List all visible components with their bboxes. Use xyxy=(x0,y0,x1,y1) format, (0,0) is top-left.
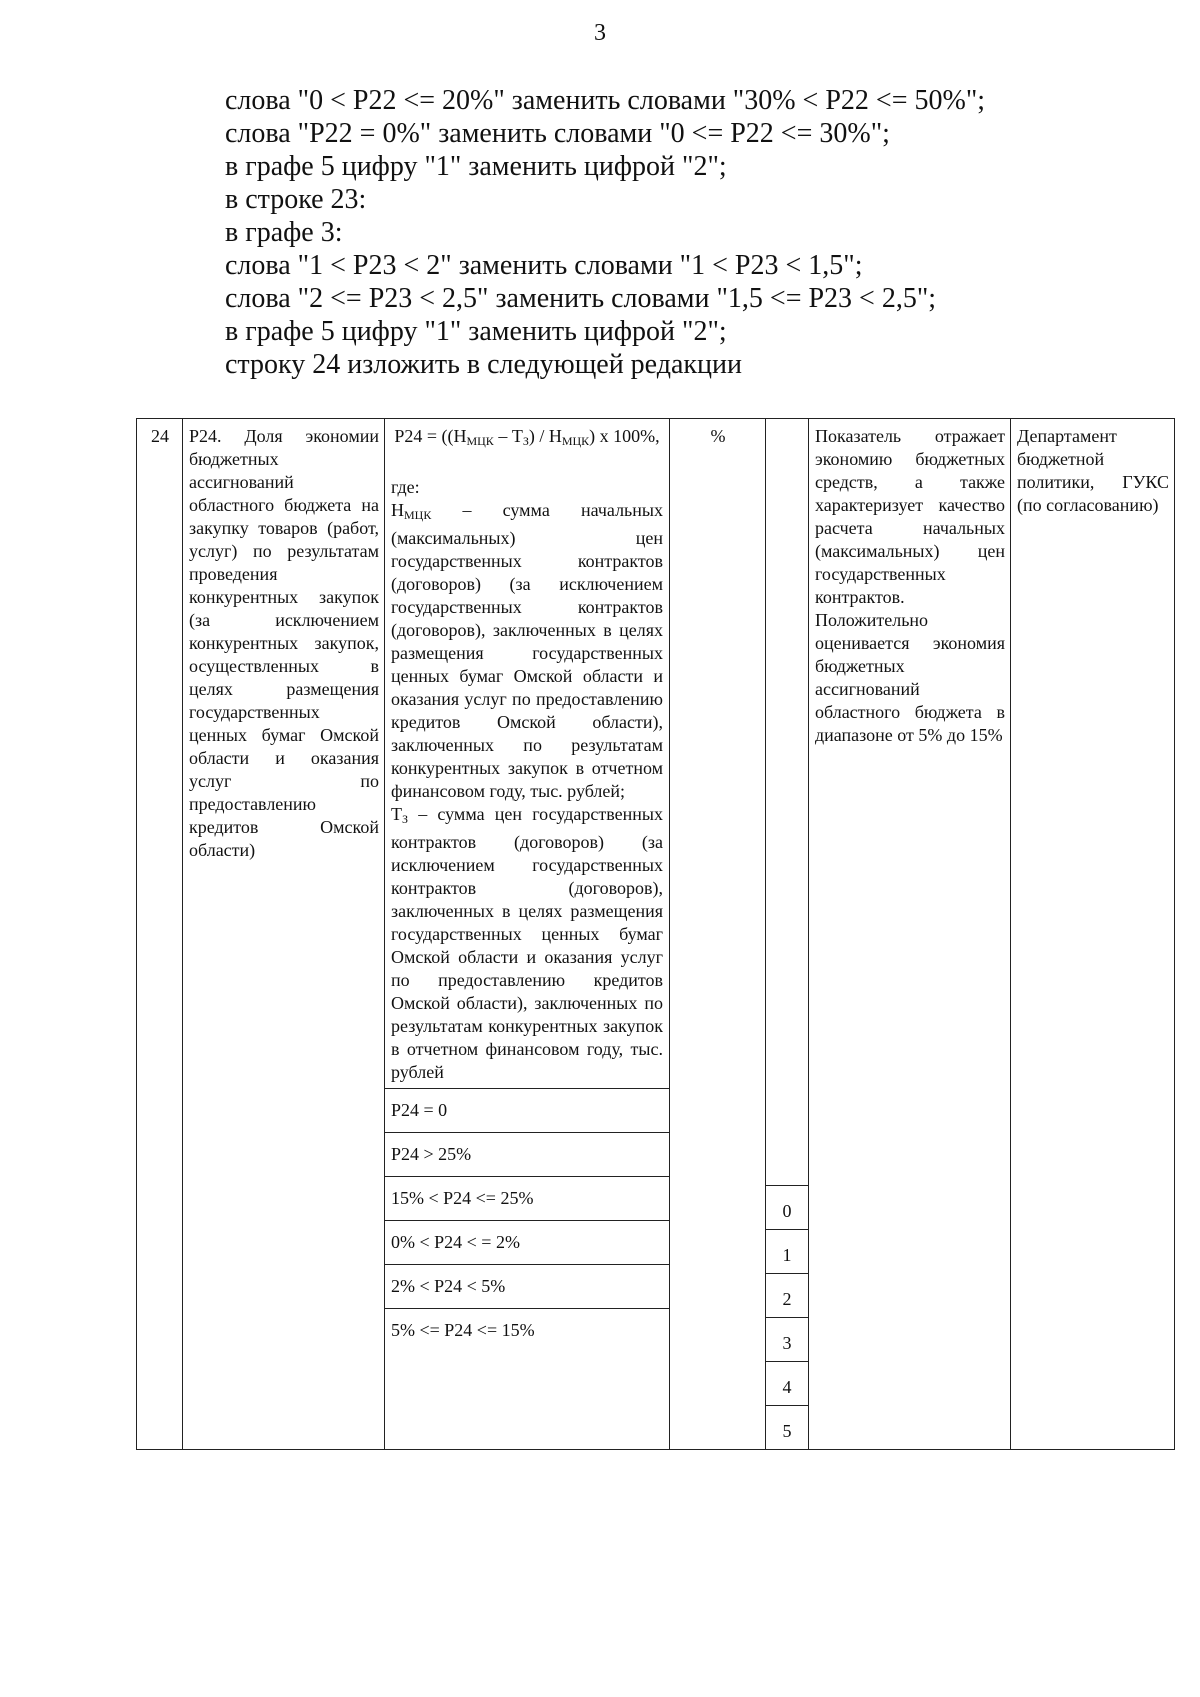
score-item: 2 xyxy=(766,1273,808,1317)
row-number: 24 xyxy=(137,419,183,1450)
score-item: 3 xyxy=(766,1317,808,1361)
indicator-description: Показатель отражает экономию бюджетных средств, а также характеризует качество расчета начальных (максимальных) цен государственных контрактов. Положительно оценивается экономия бюджетных ассигнований областного бюджета в диапазоне от 5% до 15% xyxy=(809,419,1011,1450)
condition-item: Р24 > 25% xyxy=(385,1132,669,1176)
score-cell xyxy=(766,419,809,1450)
formula-cell xyxy=(385,419,670,1450)
condition-item: 15% < Р24 <= 25% xyxy=(385,1176,669,1220)
amendment-line: в строке 23: xyxy=(225,184,367,215)
unit-cell: % xyxy=(670,419,766,1450)
amendment-line: в графе 5 цифру "1" заменить цифрой "2"; xyxy=(225,316,727,347)
amendment-line: в графе 5 цифру "1" заменить цифрой "2"; xyxy=(225,151,727,182)
amendment-line: слова "1 < Р23 < 2" заменить словами "1 < Р23 < 1,5"; xyxy=(225,250,863,281)
amendment-line: в графе 3: xyxy=(225,217,343,248)
condition-item: 2% < Р24 < 5% xyxy=(385,1264,669,1308)
amendment-text xyxy=(225,84,1125,381)
score-list xyxy=(766,419,808,1449)
page-number: 3 xyxy=(594,20,606,46)
score-item: 5 xyxy=(766,1405,808,1449)
condition-item: 5% <= Р24 <= 15% xyxy=(385,1308,669,1352)
amendment-line: слова "Р22 = 0%" заменить словами "0 <= Р22 <= 30%"; xyxy=(225,118,890,149)
amendment-line: слова "0 < Р22 <= 20%" заменить словами "30% < Р22 <= 50%"; xyxy=(225,85,986,116)
amendment-line: строку 24 изложить в следующей редакции xyxy=(225,349,742,380)
score-item: 1 xyxy=(766,1229,808,1273)
amendment-line: слова "2 <= Р23 < 2,5" заменить словами "1,5 <= Р23 < 2,5"; xyxy=(225,283,937,314)
condition-item: 0% < Р24 < = 2% xyxy=(385,1220,669,1264)
condition-list xyxy=(385,1088,669,1352)
formula-where: где: xyxy=(391,477,420,497)
indicator-table xyxy=(136,418,1175,1450)
formula-block xyxy=(385,419,669,1088)
formula-h-definition: $Н_{МЦК}$ – сумма начальных (максимальных) цен государственных контрактов (договоров) (за исключением государственных контрактов (договоров), заключенных в целях размещения государственных ценных бумаг Омской области и оказания услуг по предоставлению кредитов Омской области), заключенных по результатам конкурентных закупок в отчетном финансовом году, тыс. рублей; xyxy=(391,500,663,801)
condition-item: Р24 = 0 xyxy=(385,1088,669,1132)
responsible-party: Департамент бюджетной политики, ГУКС (по согласованию) xyxy=(1011,419,1175,1450)
score-item: 4 xyxy=(766,1361,808,1405)
indicator-name: Р24. Доля экономии бюджетных ассигнований областного бюджета на закупку товаров (работ, услуг) по результатам проведения конкурентных закупок (за исключением конкурентных закупок, осуществленных в целях размещения государственных ценных бумаг Омской области и оказания услуг по предоставлению кредитов Омской области) xyxy=(183,419,385,1450)
score-item: 0 xyxy=(766,1185,808,1229)
table-row xyxy=(137,419,1175,1450)
formula: $Р24 = ((Н_{МЦК} - Т_З) / Н_{МЦК})$ х 100%, xyxy=(394,426,660,448)
formula-t-definition: $Т_З$ – сумма цен государственных контрактов (договоров) (за исключением государственных контрактов (договоров), заключенных в целях размещения государственных ценных бумаг Омской области и оказания услуг по предоставлению кредитов Омской области), заключенных по результатам конкурентных закупок в отчетном финансовом году, тыс. рублей xyxy=(391,804,663,1082)
